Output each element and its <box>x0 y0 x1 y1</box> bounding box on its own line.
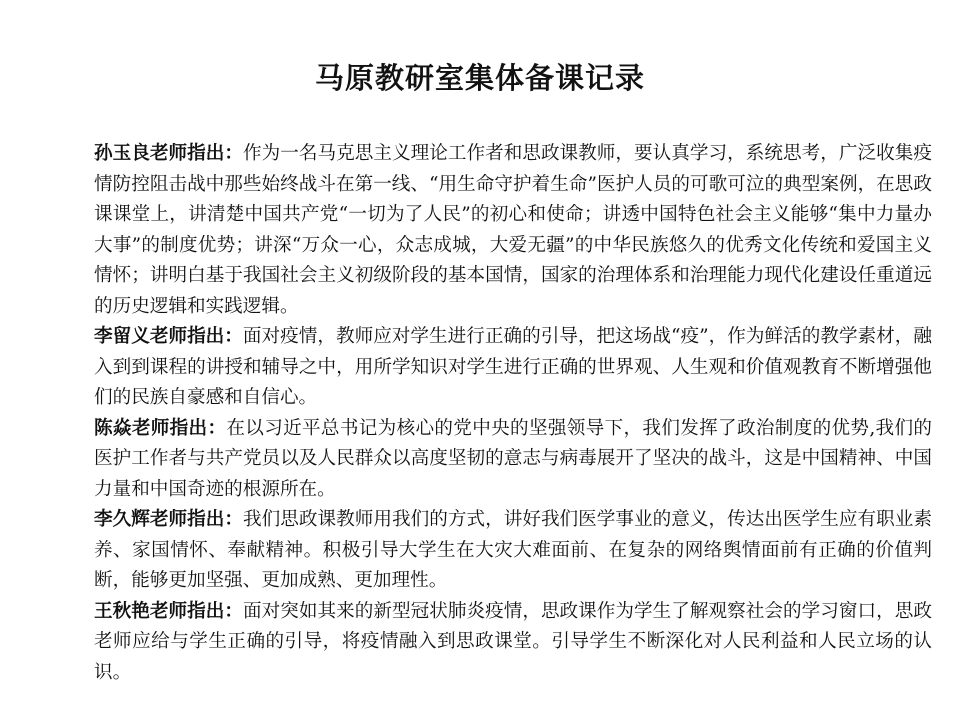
remark-paragraph-wang-qiuyan <box>94 597 932 689</box>
remark-text: 我们思政课教师用我们的方式，讲好我们医学事业的意义，传达出医学生应有职业素养、家国情怀、奉献精神。积极引导大学生在大灾大难面前、在复杂的网络舆情面前有正确的价值判断，能够更加坚强、更加成熟、更加理性。 <box>94 509 932 591</box>
speaker-label: 王秋艳老师指出： <box>94 600 243 622</box>
document-title: 马原教研室集体备课记录 <box>314 61 645 95</box>
remark-text: 作为一名马克思主义理论工作者和思政课教师，要认真学习，系统思考，广泛收集疫情防控阻击战中那些始终战斗在第一线、“用生命守护着生命”医护人员的可歌可泣的典型案例，在思政课课堂上，讲清楚中国共产党“一切为了人民”的初心和使命；讲透中国特色社会主义能够“集中力量办大事”的制度优势；讲深“万众一心，众志成城，大爱无疆”的中华民族悠久的优秀文化传统和爱国主义情怀；讲明白基于我国社会主义初级阶段的基本国情，国家的治理体系和治理能力现代化建设任重道远的历史逻辑和实践逻辑。 <box>94 143 932 317</box>
remark-text: 面对突如其来的新型冠状肺炎疫情，思政课作为学生了解观察社会的学习窗口，思政老师应给与学生正确的引导，将疫情融入到思政课堂。引导学生不断深化对人民利益和人民立场的认识。 <box>94 600 932 683</box>
remark-text: 在以习近平总书记为核心的党中央的坚强领导下，我们发挥了政治制度的优势,我们的医护工作者与共产党员以及人民群众以高度坚韧的意志与病毒展开了坚决的战斗，这是中国精神、中国力量和中国奇迹的根源所在。 <box>94 417 932 500</box>
remark-paragraph-sun-yuliang <box>94 139 932 322</box>
speaker-label: 李久辉老师指出： <box>94 509 243 530</box>
remark-paragraph-chen-yan <box>94 414 932 506</box>
speaker-label: 陈焱老师指出： <box>94 417 227 439</box>
meeting-notes-body <box>94 139 932 688</box>
speaker-label: 孙玉良老师指出： <box>94 143 243 164</box>
remark-paragraph-li-liuyi <box>94 322 932 414</box>
speaker-label: 李留义老师指出： <box>94 326 243 347</box>
remark-paragraph-li-jiuhui <box>94 505 932 597</box>
remark-text: 面对疫情，教师应对学生进行正确的引导，把这场战“疫”，作为鲜活的教学素材，融入到到课程的讲授和辅导之中，用所学知识对学生进行正确的世界观、人生观和价值观教育不断增强他们的民族自豪感和自信心。 <box>94 326 932 408</box>
